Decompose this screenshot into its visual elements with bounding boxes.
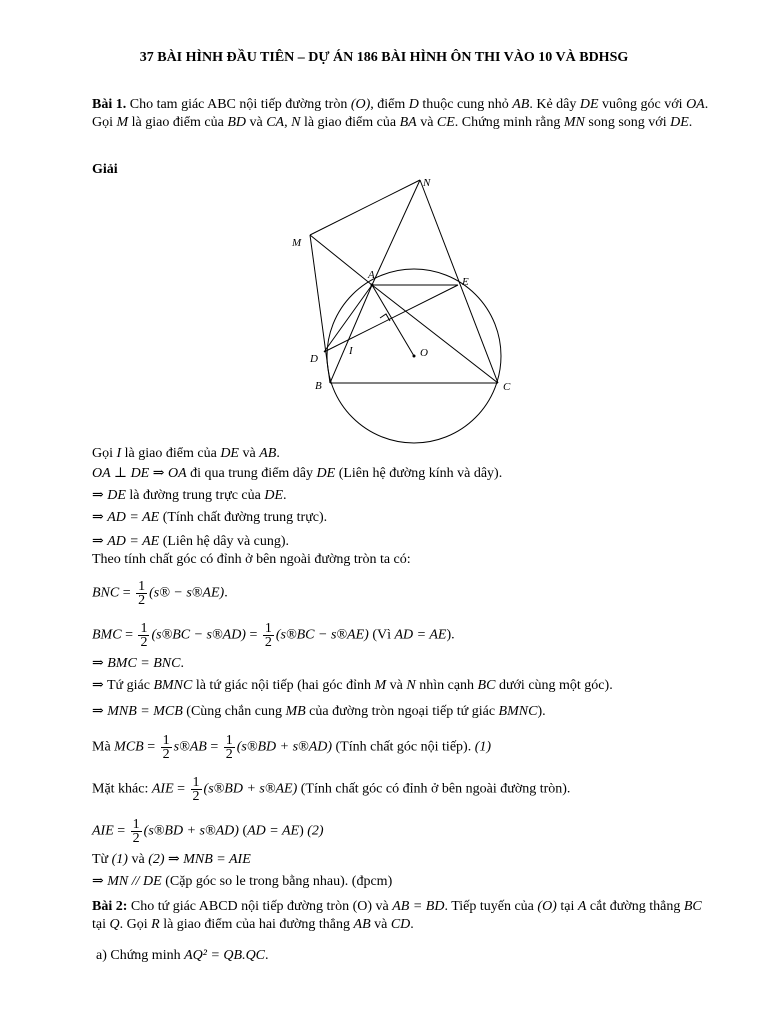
text-run: (Cặp góc so le trong bằng nhau). (đpcm) bbox=[161, 874, 393, 889]
math-expr: (2) bbox=[307, 823, 324, 839]
text-run: là giao điểm của bbox=[121, 446, 221, 461]
text-run: . Kẻ dây bbox=[529, 97, 580, 112]
math-expr: DE bbox=[220, 446, 239, 461]
bai1-label: Bài 1. bbox=[92, 97, 127, 112]
math-expr: MNB = MCB bbox=[107, 704, 183, 719]
segment-ao bbox=[372, 285, 414, 356]
text-run: ⇒ bbox=[92, 704, 108, 719]
math-expr: MCB bbox=[114, 739, 144, 755]
math-expr: DE bbox=[107, 488, 126, 503]
text-run: = bbox=[121, 627, 137, 643]
solution-label: Giải bbox=[92, 162, 118, 177]
text-run: là giao điểm của bbox=[128, 115, 228, 130]
math-expr: OA bbox=[686, 97, 705, 112]
math-expr: A bbox=[577, 899, 587, 914]
text-run: ). bbox=[446, 627, 455, 643]
text-run: (Cùng chắn cung bbox=[182, 704, 286, 719]
fraction: $\frac{1}{2}$ bbox=[162, 733, 170, 762]
math-expr: R bbox=[151, 917, 160, 932]
text-run: (Tính chất đường trung trực). bbox=[159, 510, 328, 525]
math-expr: (s®BD + s®AE) bbox=[203, 781, 298, 797]
math-expr: Q bbox=[109, 917, 120, 932]
math-expr: OA ⊥ DE bbox=[92, 466, 150, 481]
text-run: Mà bbox=[92, 739, 115, 755]
text-run: tại bbox=[92, 917, 110, 932]
text-run: ). bbox=[537, 704, 546, 719]
text-run: . bbox=[688, 115, 693, 130]
text-run: và bbox=[127, 852, 149, 867]
text-run: ⇒ bbox=[164, 852, 184, 867]
math-expr: BD bbox=[227, 115, 246, 130]
text-run: a) Chứng minh bbox=[96, 948, 185, 963]
fraction: $\frac{1}{2}$ bbox=[138, 579, 146, 608]
math-expr: BMNC bbox=[498, 704, 538, 719]
math-expr: AIE bbox=[92, 823, 114, 839]
label-i: I bbox=[349, 345, 353, 357]
solution-line bbox=[92, 850, 251, 870]
text-run: Cho tứ giác ABCD nội tiếp đường tròn (O) và bbox=[127, 899, 393, 914]
math-expr: (O) bbox=[537, 899, 557, 914]
math-expr: MN // DE bbox=[107, 874, 162, 889]
math-expr: BMC = BNC bbox=[107, 656, 181, 671]
text-run: vuông góc với bbox=[598, 97, 687, 112]
segment-ma bbox=[310, 235, 372, 285]
text-run: là tứ giác nội tiếp (hai góc đỉnh bbox=[192, 678, 375, 693]
solution-line bbox=[92, 580, 228, 607]
text-run: song song với bbox=[584, 115, 671, 130]
text-run: . Chứng minh rằng bbox=[454, 115, 564, 130]
text-run: Từ bbox=[92, 852, 112, 867]
point-o bbox=[413, 355, 416, 358]
solution-line bbox=[92, 550, 411, 570]
math-expr: BMC bbox=[92, 627, 122, 643]
text-run: . Gọi bbox=[119, 917, 152, 932]
math-expr: BMNC bbox=[153, 678, 193, 693]
solution-line bbox=[92, 654, 184, 674]
bai2-problem bbox=[92, 898, 714, 934]
text-run: (Tính chất góc có đỉnh ở bên ngoài đường tròn). bbox=[297, 781, 571, 797]
text-run: là giao điểm của hai đường thẳng bbox=[159, 917, 354, 932]
text-run: Theo tính chất góc có đỉnh ở bên ngoài đường tròn ta có: bbox=[92, 552, 411, 567]
math-expr: AIE bbox=[151, 781, 174, 797]
text-run: , bbox=[284, 115, 292, 130]
bai2-text bbox=[92, 899, 702, 932]
math-expr: AB bbox=[353, 917, 371, 932]
math-expr: DE bbox=[316, 466, 336, 481]
fraction: $\frac{1}{2}$ bbox=[192, 775, 200, 804]
text-run: Gọi bbox=[92, 446, 117, 461]
math-expr: D bbox=[408, 97, 419, 112]
solution-line bbox=[92, 508, 327, 528]
math-expr: BNC bbox=[92, 585, 120, 601]
text-run: ⇒ Tứ giác bbox=[92, 678, 154, 693]
text-run: = bbox=[173, 781, 189, 797]
label-b: B bbox=[315, 380, 322, 392]
bai1-problem bbox=[92, 96, 714, 132]
math-expr: (1) bbox=[474, 739, 492, 755]
text-run: thuộc cung nhỏ bbox=[418, 97, 513, 112]
text-run: ⇒ bbox=[92, 510, 108, 525]
text-run: = bbox=[143, 739, 159, 755]
text-run: (Vì bbox=[368, 627, 395, 643]
solution-line bbox=[92, 818, 324, 845]
math-expr: (s®BC − s®AD) bbox=[151, 627, 246, 643]
page-title: 37 BÀI HÌNH ĐẦU TIÊN – DỰ ÁN 186 BÀI HÌNH ÔN THI VÀO 10 VÀ BDHSG bbox=[139, 50, 629, 65]
math-expr: AD = AE bbox=[247, 823, 300, 839]
text-run: ) bbox=[299, 823, 308, 839]
text-run: ⇒ bbox=[149, 466, 168, 481]
bai2-label: Bài 2: bbox=[92, 899, 128, 914]
math-expr: MNB = AIE bbox=[183, 852, 251, 867]
text-run: = bbox=[119, 585, 135, 601]
math-expr: AD = AE bbox=[394, 627, 447, 643]
label-o: O bbox=[420, 347, 428, 359]
solution-line bbox=[92, 702, 546, 722]
text-run: ⇒ bbox=[92, 656, 108, 671]
math-expr: (s®BC − s®AE) bbox=[275, 627, 369, 643]
math-expr: (s®BD + s®AD) bbox=[143, 823, 239, 839]
solution-line bbox=[92, 622, 455, 649]
text-run: Cho tam giác ABC nội tiếp đường tròn bbox=[126, 97, 351, 112]
math-expr: M bbox=[116, 115, 129, 130]
text-run: ⇒ bbox=[92, 488, 108, 503]
math-expr: MN bbox=[563, 115, 585, 130]
math-expr: AQ² = QB.QC bbox=[184, 948, 266, 963]
fraction: $\frac{1}{2}$ bbox=[264, 621, 272, 650]
text-run: dưới cùng một góc). bbox=[495, 678, 613, 693]
fraction: $\frac{1}{2}$ bbox=[132, 817, 140, 846]
text-run: . Gọi bbox=[92, 97, 709, 130]
text-run: . bbox=[276, 446, 280, 461]
solution-line bbox=[92, 486, 287, 506]
geometry-figure bbox=[280, 172, 540, 444]
solution-line bbox=[92, 464, 502, 484]
text-run: , điểm bbox=[370, 97, 409, 112]
math-expr: AB bbox=[259, 446, 277, 461]
text-run: . bbox=[283, 488, 287, 503]
math-expr: AD = AE bbox=[107, 510, 160, 525]
text-run: và bbox=[238, 446, 260, 461]
math-expr: M bbox=[374, 678, 387, 693]
point-a bbox=[371, 284, 374, 287]
text-run: đi qua trung điểm dây bbox=[186, 466, 317, 481]
text-run: cắt đường thẳng bbox=[586, 899, 684, 914]
label-m: M bbox=[292, 237, 302, 249]
text-run: (Tính chất góc nội tiếp). bbox=[332, 739, 475, 755]
text-run: (Liên hệ đường kính và dây). bbox=[335, 466, 503, 481]
math-expr: (O) bbox=[350, 97, 371, 112]
text-run: tại bbox=[556, 899, 578, 914]
math-expr: BC bbox=[477, 678, 496, 693]
fraction: $\frac{1}{2}$ bbox=[225, 733, 233, 762]
text-run: là giao điểm của bbox=[300, 115, 400, 130]
text-run: = bbox=[206, 739, 222, 755]
text-run: của đường tròn ngoại tiếp tứ giác bbox=[305, 704, 499, 719]
text-run: và bbox=[370, 917, 391, 932]
solution-line bbox=[92, 532, 289, 552]
math-expr: BA bbox=[399, 115, 417, 130]
bai1-text bbox=[92, 97, 708, 130]
math-expr: (s® − s®AE) bbox=[149, 585, 225, 601]
solution-line bbox=[92, 872, 392, 892]
math-expr: AB bbox=[512, 97, 530, 112]
math-expr: CA bbox=[266, 115, 285, 130]
text-run: . bbox=[265, 948, 269, 963]
text-run: và bbox=[416, 115, 437, 130]
math-expr: OA bbox=[167, 466, 187, 481]
label-c: C bbox=[503, 381, 511, 393]
text-run: . bbox=[224, 585, 228, 601]
text-run: và bbox=[386, 678, 407, 693]
math-expr: DE bbox=[579, 97, 599, 112]
math-expr: DE bbox=[264, 488, 284, 503]
solution-line bbox=[92, 734, 491, 761]
math-expr: N bbox=[406, 678, 416, 693]
math-expr: I bbox=[116, 446, 122, 461]
math-expr: AD = AE bbox=[107, 534, 160, 549]
text-run: (Liên hệ dây và cung). bbox=[159, 534, 290, 549]
text-run: ⇒ bbox=[92, 874, 108, 889]
solution-line bbox=[92, 776, 570, 803]
text-run: và bbox=[245, 115, 267, 130]
text-run: Mặt khác: bbox=[92, 781, 152, 797]
label-n: N bbox=[423, 177, 431, 189]
text-run: ⇒ bbox=[92, 534, 108, 549]
math-expr: DE bbox=[670, 115, 689, 130]
math-expr: BC bbox=[683, 899, 702, 914]
text-run: nhìn cạnh bbox=[415, 678, 478, 693]
text-run: ( bbox=[238, 823, 248, 839]
segment-mn bbox=[310, 180, 420, 235]
bai2-part-a bbox=[96, 946, 269, 966]
solution-line bbox=[92, 444, 280, 464]
text-run: = bbox=[113, 823, 129, 839]
math-expr: (2) bbox=[148, 852, 165, 867]
fraction: $\frac{1}{2}$ bbox=[140, 621, 148, 650]
text-run: . Tiếp tuyến của bbox=[444, 899, 538, 914]
text-run: . bbox=[410, 917, 414, 932]
segment-de bbox=[324, 285, 458, 352]
math-expr: CE bbox=[436, 115, 455, 130]
text-run: là đường trung trực của bbox=[125, 488, 265, 503]
label-a: A bbox=[368, 269, 375, 281]
text-run: . bbox=[180, 656, 184, 671]
math-expr: N bbox=[291, 115, 301, 130]
math-expr: AB = BD bbox=[392, 899, 445, 914]
math-expr: (s®BD + s®AD) bbox=[236, 739, 333, 755]
math-expr: s®AB bbox=[173, 739, 207, 755]
math-expr: CD bbox=[390, 917, 411, 932]
math-expr: MB bbox=[285, 704, 306, 719]
text-run: = bbox=[245, 627, 261, 643]
label-d: D bbox=[310, 353, 318, 365]
math-expr: (1) bbox=[111, 852, 128, 867]
solution-line bbox=[92, 676, 613, 696]
label-e: E bbox=[462, 276, 469, 288]
